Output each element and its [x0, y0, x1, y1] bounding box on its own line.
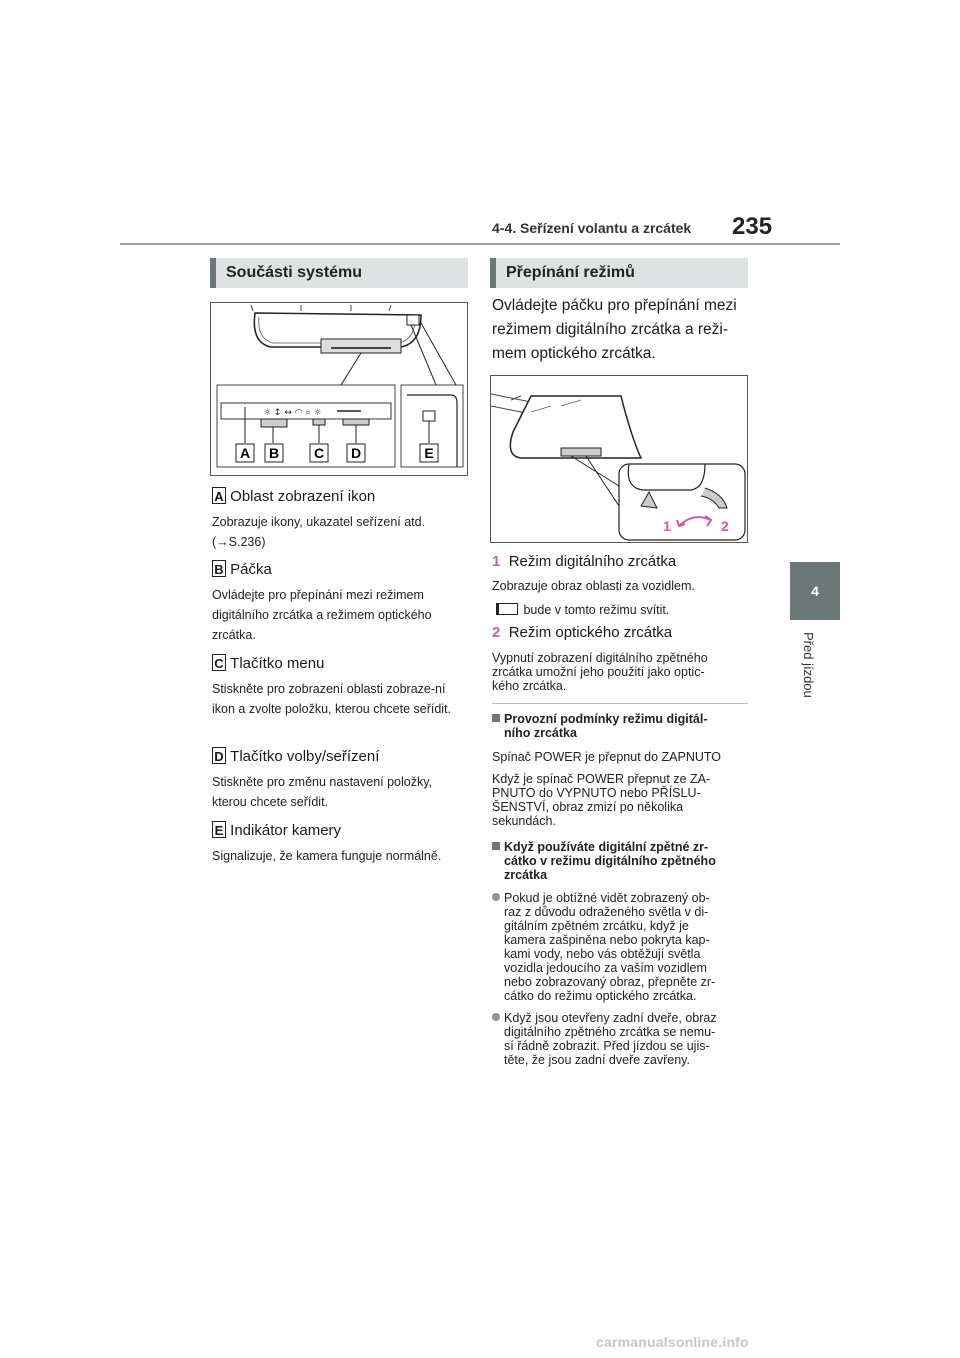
digital-mode-usage-notes: [492, 840, 750, 1067]
bullet1-line-5: kami vody, nebo vás obtěžují světla: [504, 947, 701, 961]
figure-label-a: A: [239, 445, 251, 461]
item-e-desc: Signalizuje, že kamera funguje normálně.: [212, 849, 442, 863]
item-b-desc: Ovládejte pro přepínání mezi režimem digitálního zrcátka a režimem optického zrcátka.: [212, 588, 432, 642]
block1-p2-line-1: Když je spínač POWER přepnut ze ZA-: [492, 772, 711, 786]
mode-2-title: Režim optického zrcátka: [508, 624, 673, 641]
mode-item-1: [492, 553, 750, 620]
square-bullet-icon: [492, 714, 500, 722]
figure-label-1: 1: [663, 518, 671, 534]
item-c-title: Tlačítko menu: [230, 655, 325, 672]
intro-line-2: režimem digitálního zrcátka a reži-: [492, 321, 729, 338]
letter-e-box: E: [212, 821, 226, 838]
mode-2-desc-line-1: Vypnutí zobrazení digitálního zpětného: [492, 651, 708, 665]
chapter-label: Před jízdou: [801, 632, 816, 698]
block1-p2-line-4: sekundách.: [492, 814, 556, 828]
bullet2-line-1: Když jsou otevřeny zadní dveře, obraz: [504, 1011, 717, 1025]
camera-indicator-icon: [496, 603, 518, 615]
bullet1-line-3: gitálním zpětném zrcátku, když je: [504, 919, 689, 933]
letter-c-box: C: [212, 654, 226, 671]
item-d-title: Tlačítko volby/seřízení: [230, 748, 380, 765]
component-item-e: [212, 821, 468, 866]
intro-line-3: mem optického zrcátka.: [492, 345, 656, 362]
svg-text:☼ ↕ ↔ ◠ ⌕ ☼: ☼ ↕ ↔ ◠ ⌕ ☼: [263, 408, 322, 418]
figure-label-b: B: [268, 445, 280, 461]
header-rule: [120, 243, 840, 245]
block2-heading-line-2: cátko v režimu digitálního zpětného: [504, 854, 716, 868]
block2-heading-line-1: Když používáte digitální zpětné zr-: [504, 840, 709, 854]
footer-watermark[interactable]: carmanualsonline.info: [596, 1334, 749, 1350]
bullet-2: [492, 1011, 750, 1067]
component-item-d: [212, 747, 468, 812]
bullet1-line-1: Pokud je obtížné vidět zobrazený ob-: [504, 891, 710, 905]
mode-1-title: Režim digitálního zrcátka: [508, 553, 677, 570]
chapter-tab: 4: [790, 562, 840, 620]
intro-line-1: Ovládejte páčku pro přepínání mezi: [492, 297, 737, 314]
letter-d-box: D: [212, 747, 226, 764]
item-a-ref: (→S.236): [212, 535, 266, 549]
item-a-title: Oblast zobrazení ikon: [230, 488, 376, 505]
section-heading-components: Součásti systému: [210, 258, 468, 288]
bullet1-line-8: cátko do režimu optického zrcátka.: [504, 989, 697, 1003]
page-number: 235: [732, 213, 773, 240]
component-item-c: [212, 654, 468, 719]
item-e-title: Indikátor kamery: [230, 822, 342, 839]
letter-b-box: B: [212, 560, 226, 577]
block1-heading-line-1: Provozní podmínky režimu digitál-: [504, 712, 708, 726]
block1-p1: Spínač POWER je přepnut do ZAPNUTO: [492, 750, 722, 764]
block1-heading-line-2: ního zrcátka: [504, 726, 577, 740]
bullet2-line-2: digitálního zpětného zrcátka se nemu-: [504, 1025, 716, 1039]
item-a-desc: Zobrazuje ikony, ukazatel seřízení atd.: [212, 515, 426, 529]
bullet1-line-6: vozidla jedoucího za vaším vozidlem: [504, 961, 707, 975]
item-c-desc: Stiskněte pro zobrazení oblasti zobraze-ní ikon a zvolte položku, kterou chcete seřídit.: [212, 682, 452, 716]
lever-illustration: [491, 376, 747, 542]
bullet1-line-2: raz z důvodu odraženého světla v di-: [504, 905, 709, 919]
bullet-1: [492, 891, 750, 1003]
letter-a-box: A: [212, 487, 226, 504]
mirror-illustration: [211, 303, 467, 475]
figure-label-d: D: [350, 445, 362, 461]
round-bullet-icon: [492, 1013, 500, 1021]
square-bullet-icon: [492, 842, 500, 850]
component-item-b: [212, 560, 468, 645]
mode-1-desc: Zobrazuje obraz oblasti za vozidlem.: [492, 579, 695, 593]
figure-label-2: 2: [721, 518, 729, 534]
figure-label-c: C: [313, 445, 325, 461]
section-title: 4-4. Seřízení volantu a zrcátek: [492, 220, 692, 236]
bullet2-line-4: těte, že jsou zadní dveře zavřeny.: [504, 1053, 690, 1067]
block2-heading-line-3: zrcátka: [504, 868, 548, 882]
mode-2-desc-line-2: zrcátka umožní jeho použití jako optic-: [492, 665, 705, 679]
block1-p2-line-2: PNUTO do VYPNUTO nebo PŘÍSLU-: [492, 786, 701, 800]
bullet1-line-4: kamera zašpiněna nebo pokryta kap-: [504, 933, 710, 947]
mode-switch-intro: [492, 294, 750, 366]
mode-item-2: [492, 624, 750, 693]
mode-2-desc-line-3: kého zrcátka.: [492, 679, 567, 693]
digital-mode-conditions: [492, 712, 750, 828]
round-bullet-icon: [492, 893, 500, 901]
mode-1-desc2: bude v tomto režimu svítit.: [523, 603, 670, 617]
block1-p2-line-3: ŠENSTVÍ, obraz zmizí po několika: [492, 800, 684, 814]
bullet1-line-7: nebo zobrazovaný obraz, přepněte zr-: [504, 975, 716, 989]
bullet2-line-3: sí řádně zobrazit. Před jízdou se ujis-: [504, 1039, 710, 1053]
mode-switch-figure: [490, 375, 748, 543]
mode-2-number: 2: [492, 624, 501, 641]
figure-label-e: E: [424, 445, 434, 461]
divider: [492, 703, 748, 704]
mode-1-number: 1: [492, 553, 501, 570]
section-heading-mode-switch: Přepínání režimů: [490, 258, 748, 288]
component-item-a: [212, 487, 468, 552]
item-d-desc: Stiskněte pro změnu nastavení položky, kterou chcete seřídit.: [212, 775, 433, 809]
mirror-components-figure: [210, 302, 468, 476]
item-b-title: Páčka: [230, 561, 272, 578]
